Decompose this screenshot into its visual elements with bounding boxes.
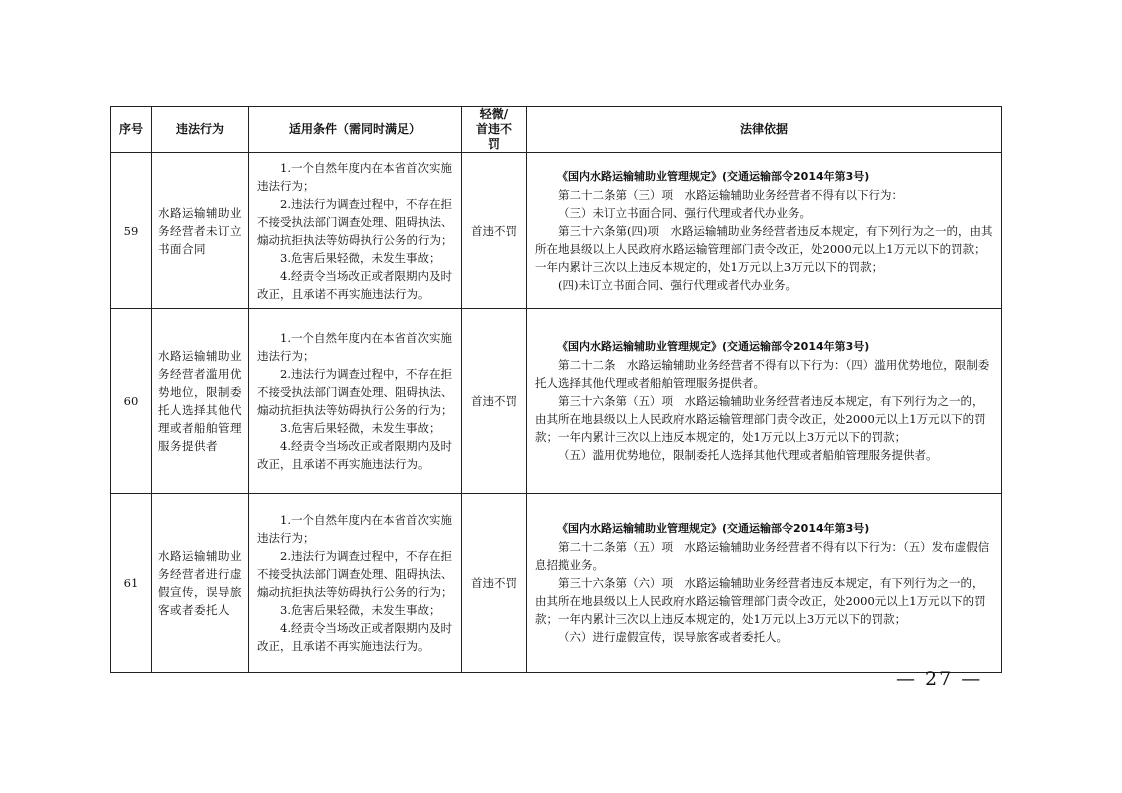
law-title: 《国内水路运输辅助业管理规定》(交通运输部令2014年第3号) <box>557 522 870 535</box>
penalty-cell: 首违不罚 <box>462 494 527 673</box>
table-row <box>111 494 1002 673</box>
law-title: 《国内水路运输辅助业管理规定》(交通运输部令2014年第3号) <box>557 340 870 353</box>
header-legal-basis: 法律依据 <box>527 107 1002 153</box>
row-number: 59 <box>111 153 152 309</box>
violation-cell <box>152 494 249 673</box>
header-number: 序号 <box>111 107 152 153</box>
condition-item: 1.一个自然年度内在本省首次实施违法行为； <box>257 513 452 545</box>
law-paragraph: 第二十二条第（五）项 水路运输辅助业务经营者不得有以下行为：（五）发布虚假信息招揽业务。 <box>535 540 990 572</box>
legal-basis-cell <box>527 153 1002 309</box>
law-paragraph: （三）未订立书面合同、强行代理或者代办业务。 <box>558 205 811 220</box>
law-paragraph: （五）滥用优势地位，限制委托人选择其他代理或者船舶管理服务提供者。 <box>558 448 938 462</box>
penalty-table <box>110 106 1002 673</box>
condition-item: 2.违法行为调查过程中，不存在拒不接受执法部门调查处理、阻碍执法、煽动抗拒执法等妨碍执行公务的行为； <box>257 196 453 247</box>
law-paragraph: 第三十六条第(四)项 水路运输辅助业务经营者违反本规定，有下列行为之一的，由其所在地县级以上人民政府水路运输管理部门责令改正，处2000元以上1万元以下的罚款；一年内累计三次以上违反本规定的，处1万元以上3万元以下的罚款； <box>535 223 993 274</box>
law-paragraph: （六）进行虚假宣传，误导旅客或者委托人。 <box>558 630 788 644</box>
conditions-cell <box>249 494 462 673</box>
row-number: 61 <box>111 494 152 673</box>
violation-text: 水路运输辅助业务经营者未订立书面合同 <box>158 205 242 256</box>
condition-item: 3.危害后果轻微，未发生事故； <box>280 603 441 617</box>
condition-item: 3.危害后果轻微，未发生事故； <box>280 250 441 265</box>
law-paragraph: 第二十二条 水路运输辅助业务经营者不得有以下行为：（四）滥用优势地位，限制委托人选择其他代理或者船舶管理服务提供者。 <box>535 358 990 390</box>
header-penalty-text: 轻微/首违不罚 <box>475 107 512 151</box>
law-paragraph: 第二十二条第（三）项 水路运输辅助业务经营者不得有以下行为： <box>558 187 903 202</box>
law-paragraph: 第三十六条第（五）项 水路运输辅助业务经营者违反本规定，有下列行为之一的，由其所在地县级以上人民政府水路运输管理部门责令改正，处2000元以上1万元以下的罚款；一年内累计三次以上违反本规定的，处1万元以上3万元以下的罚款； <box>535 394 986 444</box>
law-paragraph: (四)未订立书面合同、强行代理或者代办业务。 <box>558 277 797 292</box>
violation-text: 水路运输辅助业务经营者进行虚假宣传，误导旅客或者委托人 <box>158 549 242 617</box>
penalty-cell: 首违不罚 <box>462 153 527 309</box>
violation-cell <box>152 153 249 309</box>
law-paragraph: 第三十六条第（六）项 水路运输辅助业务经营者违反本规定，有下列行为之一的，由其所在地县级以上人民政府水路运输管理部门责令改正，处2000元以上1万元以下的罚款；一年内累计三次以上违反本规定的，处1万元以上3万元以下的罚款； <box>535 576 986 626</box>
conditions-cell <box>249 309 462 494</box>
header-penalty <box>462 107 527 153</box>
condition-item: 4.经责令当场改正或者限期内及时改正，且承诺不再实施违法行为。 <box>257 621 452 653</box>
condition-item: 1.一个自然年度内在本省首次实施违法行为； <box>257 160 452 193</box>
condition-item: 4.经责令当场改正或者限期内及时改正，且承诺不再实施违法行为。 <box>257 268 452 301</box>
penalty-cell: 首违不罚 <box>462 309 527 494</box>
condition-item: 2.违法行为调查过程中，不存在拒不接受执法部门调查处理、阻碍执法、煽动抗拒执法等妨碍执行公务的行为； <box>257 549 453 599</box>
condition-item: 1.一个自然年度内在本省首次实施违法行为； <box>257 331 452 363</box>
legal-basis-cell <box>527 309 1002 494</box>
row-number: 60 <box>111 309 152 494</box>
legal-basis-cell <box>527 494 1002 673</box>
conditions-cell <box>249 153 462 309</box>
table-row <box>111 153 1002 309</box>
condition-item: 4.经责令当场改正或者限期内及时改正，且承诺不再实施违法行为。 <box>257 439 452 471</box>
violation-text: 水路运输辅助业务经营者滥用优势地位，限制委托人选择其他代理或者船舶管理服务提供者 <box>158 349 242 453</box>
condition-item: 2.违法行为调查过程中，不存在拒不接受执法部门调查处理、阻碍执法、煽动抗拒执法等妨碍执行公务的行为； <box>257 367 453 417</box>
violation-cell <box>152 309 249 494</box>
header-violation: 违法行为 <box>152 107 249 153</box>
condition-item: 3.危害后果轻微，未发生事故； <box>280 421 441 435</box>
law-title: 《国内水路运输辅助业管理规定》(交通运输部令2014年第3号) <box>557 169 870 183</box>
page-number: — 27 — <box>896 668 983 690</box>
table-row <box>111 309 1002 494</box>
table-header-row <box>111 107 1002 153</box>
header-conditions: 适用条件（需同时满足） <box>249 107 462 153</box>
